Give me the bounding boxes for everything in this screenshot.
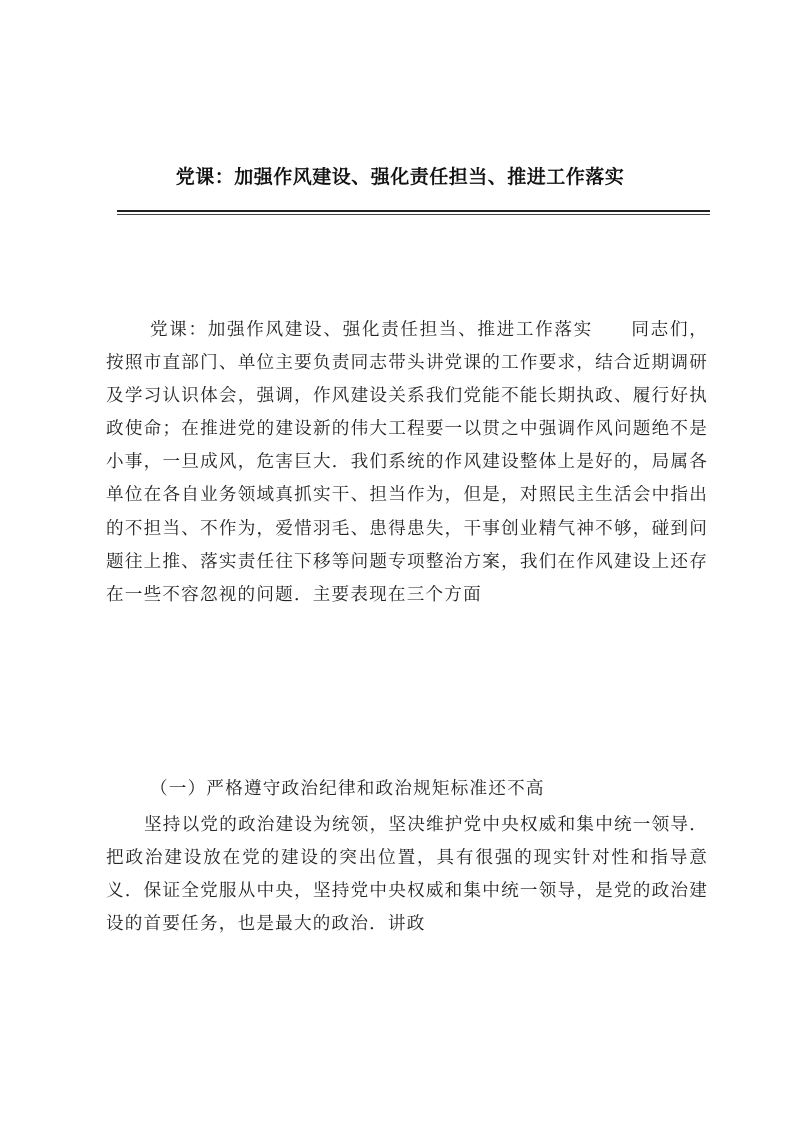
- section-1-paragraph: 坚持以党的政治建设为统领，坚决维护党中央权威和集中统一领导．把政治建设放在党的建设的突出位置，具有很强的现实针对性和指导意义．保证全党服从中央，坚持党中央权威和集中统一领导，是党的政治建设的首要任务，也是最大的政治．讲政: [106, 815, 708, 935]
- title-underline-thin: [117, 214, 710, 215]
- intro-paragraph: 党课：加强作风建设、强化责任担当、推进工作落实 同志们，按照市直部门、单位主要负责同志带头讲党课的工作要求，结合近期调研及学习认识体会，强调，作风建设关系我们党能不能长期执政、履行好执政使命；在推进党的建设新的伟大工程要一以贯之中强调作风问题绝不是小事，一旦成风，危害巨大．我们系统的作风建设整体上是好的，局属各单位在各自业务领域真抓实干、担当作为，但是，对照民主生活会中指出的不担当、不作为，爱惜羽毛、患得患失，干事创业精气神不够，碰到问题往上推、落实责任往下移等问题专项整治方案，我们在作风建设上还存在一些不容忽视的问题．主要表现在三个方面: [106, 320, 708, 605]
- document-title: 党课：加强作风建设、强化责任担当、推进工作落实: [175, 166, 625, 188]
- section-1-heading: （一）严格遵守政治纪律和政治规矩标准还不高: [150, 779, 545, 799]
- title-underline-thick: [117, 210, 710, 212]
